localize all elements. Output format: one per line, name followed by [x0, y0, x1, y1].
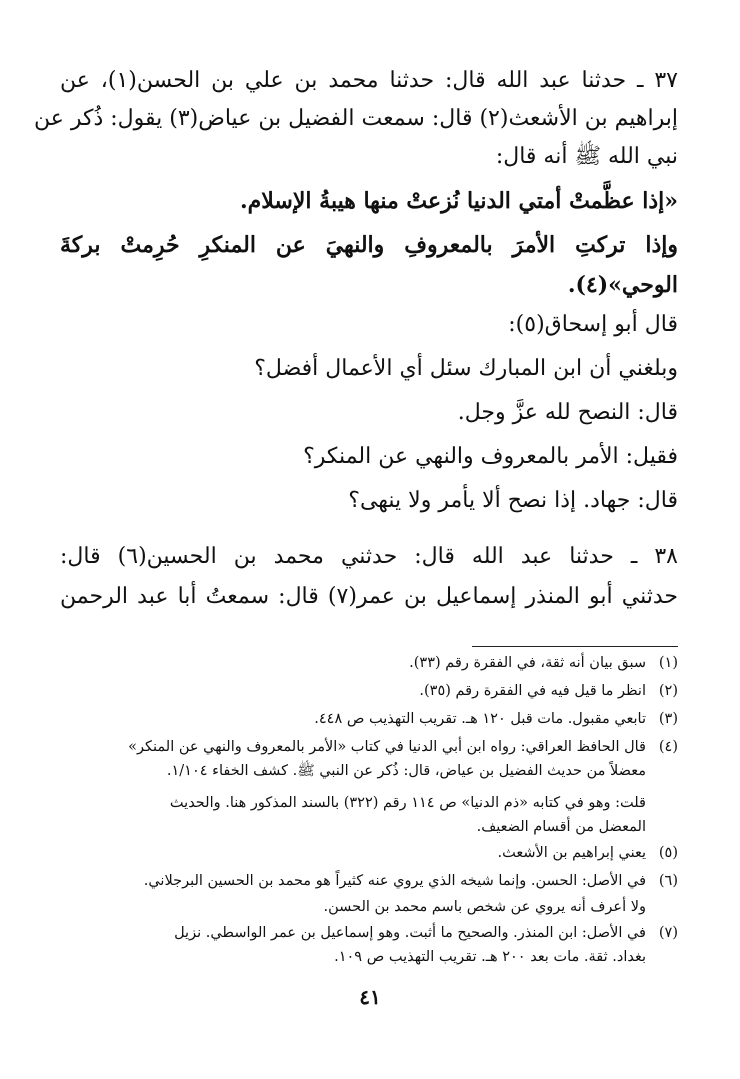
dialogue-line-2: قال: النصح لله عزَّ وجل. — [457, 400, 678, 425]
footnote-7-continuation: بغداد. ثقة. مات بعد ٢٠٠ هـ. تقريب التهذيب ص ١٠٩. — [334, 949, 646, 965]
page-number: ٤١ — [359, 985, 381, 1009]
footnote-4 — [60, 736, 678, 758]
footnote-text: في الأصل: الحسن. وإنما شيخه الذي يروي عنه كثيراً هو محمد بن الحسين البرجلاني. — [143, 873, 646, 889]
footnote-5 — [60, 842, 678, 864]
footnote-3 — [60, 708, 678, 730]
footnote-text: انظر ما قيل فيه في الفقرة رقم (٣٥). — [419, 683, 646, 699]
footnote-6 — [60, 870, 678, 892]
hadith-quote-line-3: الوحي»(٤). — [567, 272, 678, 298]
footnote-number: (١) — [658, 655, 678, 671]
paragraph-38-line-1: ٣٨ ـ حدثنا عبد الله قال: حدثني محمد بن الحسين(٦) قال: — [60, 544, 678, 569]
footnote-number: (٥) — [658, 845, 678, 861]
footnote-4-continuation-2: قلت: وهو في كتابه «ذم الدنيا» ص ١١٤ رقم (٣٢٢) بالسند المذكور هنا. والحديث — [169, 795, 646, 811]
footnote-4-continuation-1: معضلاً من حديث الفضيل بن عياض، قال: ذُكر عن النبي ﷺ. كشف الخفاء ١/١٠٤. — [166, 763, 646, 779]
footnote-6-continuation: ولا أعرف أنه يروي عن شخص باسم محمد بن الحسن. — [323, 899, 646, 915]
footnote-number: (٣) — [658, 711, 678, 727]
paragraph-38-line-2: حدثني أبو المنذر إسماعيل بن عمر(٧) قال: سمعتُ أبا عبد الرحمن — [60, 584, 678, 609]
footnote-text: قال الحافظ العراقي: رواه ابن أبي الدنيا في كتاب «الأمر بالمعروف والنهي عن المنكر» — [128, 739, 646, 755]
paragraph-37-line-2: إبراهيم بن الأشعث(٢) قال: سمعت الفضيل بن عياض(٣) يقول: ذُكر عن — [33, 106, 678, 131]
footnote-separator — [472, 646, 678, 647]
dialogue-line-1: وبلغني أن ابن المبارك سئل أي الأعمال أفضل؟ — [254, 356, 678, 381]
footnote-1 — [60, 652, 678, 674]
dialogue-line-4: قال: جهاد. إذا نصح ألا يأمر ولا ينهى؟ — [348, 488, 678, 513]
footnote-number: (٧) — [658, 925, 678, 941]
footnote-2 — [60, 680, 678, 702]
narrator-line: قال أبو إسحاق(٥): — [508, 312, 678, 337]
footnote-number: (٤) — [658, 739, 678, 755]
paragraph-37-line-3: نبي الله ﷺ أنه قال: — [495, 144, 678, 169]
footnote-4-continuation-3: المعضل من أقسام الضعيف. — [476, 819, 646, 835]
paragraph-37-line-1: ٣٧ ـ حدثنا عبد الله قال: حدثنا محمد بن علي بن الحسن(١)، عن — [60, 68, 678, 93]
hadith-quote-line-1: «إذا عظَّمتْ أمتي الدنيا نُزعتْ منها هيبةُ الإسلام. — [239, 188, 678, 214]
footnote-text: في الأصل: ابن المنذر. والصحيح ما أثبت. وهو إسماعيل بن عمر الواسطي. نزيل — [174, 925, 646, 941]
dialogue-line-3: فقيل: الأمر بالمعروف والنهي عن المنكر؟ — [303, 444, 678, 469]
footnote-number: (٢) — [658, 683, 678, 699]
footnote-text: سبق بيان أنه ثقة، في الفقرة رقم (٣٣). — [409, 655, 646, 671]
footnote-text: تابعي مقبول. مات قبل ١٢٠ هـ. تقريب التهذيب ص ٤٤٨. — [314, 711, 646, 727]
footnote-text: يعني إبراهيم بن الأشعث. — [497, 845, 646, 861]
footnote-7 — [60, 922, 678, 944]
hadith-quote-line-2: وإذا تركتِ الأمرَ بالمعروفِ والنهيَ عن المنكرِ حُرِمتْ بركةَ — [60, 232, 678, 258]
footnote-number: (٦) — [658, 873, 678, 889]
